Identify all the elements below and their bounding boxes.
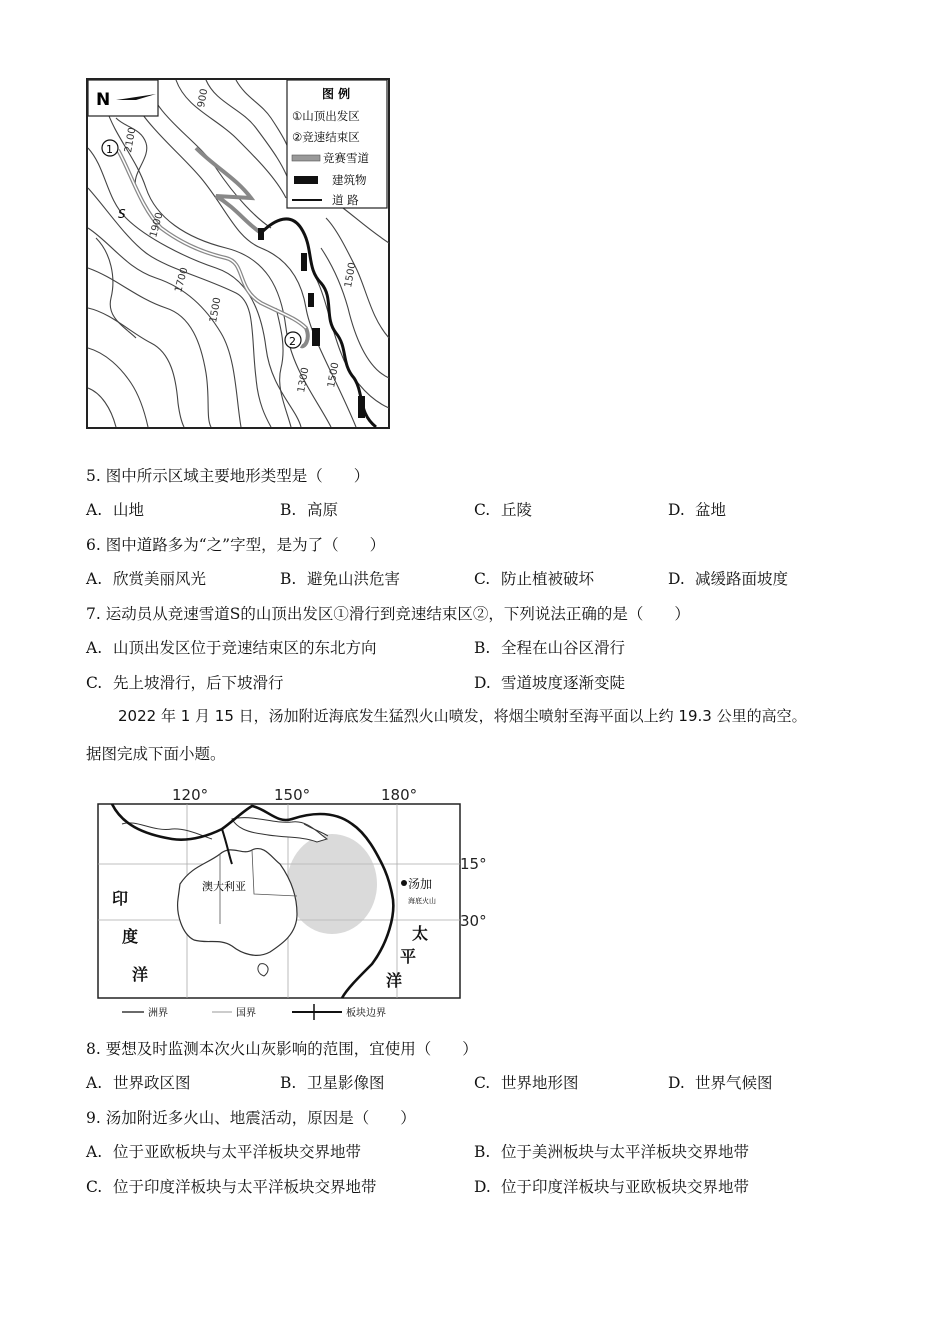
q6-option-a[interactable]: A. 欣赏美丽风光	[86, 570, 207, 588]
svg-text:15°: 15°	[460, 855, 487, 873]
map2-legend	[122, 1004, 386, 1020]
marker-s: S	[118, 207, 126, 221]
marker-start: 1	[106, 143, 113, 156]
q9-option-c[interactable]: C. 位于印度洋板块与太平洋板块交界地带	[86, 1178, 377, 1196]
svg-text:900: 900	[196, 87, 211, 109]
ash-cloud	[287, 834, 377, 934]
q7-option-c[interactable]: C. 先上坡滑行，后下坡滑行	[86, 674, 284, 692]
svg-text:国界: 国界	[236, 1008, 256, 1019]
question-6: 6. 图中道路多为“之”字型，是为了（ ）	[86, 536, 386, 554]
svg-text:1900: 1900	[148, 211, 166, 239]
australia-label: 澳大利亚	[202, 880, 246, 893]
contour-map	[86, 78, 390, 430]
question-9: 9. 汤加附近多火山、地震活动，原因是（ ）	[86, 1109, 416, 1127]
legend-start: ①山顶出发区	[292, 109, 360, 123]
q9-option-b[interactable]: B. 位于美洲板块与太平洋板块交界地带	[474, 1143, 750, 1161]
svg-text:度: 度	[122, 927, 139, 946]
svg-text:太: 太	[412, 924, 429, 943]
q8-option-a[interactable]: A. 世界政区图	[86, 1074, 191, 1092]
q8-option-c[interactable]: C. 世界地形图	[474, 1074, 579, 1092]
svg-text:150°: 150°	[274, 786, 311, 804]
q8-option-b[interactable]: B. 卫星影像图	[280, 1074, 385, 1092]
q5-option-d[interactable]: D. 盆地	[668, 501, 727, 519]
svg-text:洲界: 洲界	[148, 1008, 168, 1019]
latitude-labels	[460, 855, 487, 930]
q5-option-a[interactable]: A. 山地	[86, 501, 145, 519]
legend-building: 建筑物	[332, 173, 367, 187]
question-5: 5. 图中所示区域主要地形类型是（ ）	[86, 467, 370, 485]
q9-option-d[interactable]: D. 位于印度洋板块与亚欧板块交界地带	[474, 1178, 750, 1196]
q7-option-d[interactable]: D. 雪道坡度逐渐变陡	[474, 674, 626, 692]
marker-finish: 2	[289, 335, 296, 348]
svg-text:洋: 洋	[132, 965, 149, 984]
svg-text:1500: 1500	[343, 261, 359, 289]
intro-line-1: 2022 年 1 月 15 日，汤加附近海底发生猛烈火山喷发，将烟尘喷射至海平面以上约 19.3 公里的高空。	[118, 707, 807, 725]
svg-text:洋: 洋	[386, 971, 403, 990]
question-8: 8. 要想及时监测本次火山灰影响的范围，宜使用（ ）	[86, 1040, 478, 1058]
svg-text:180°: 180°	[381, 786, 418, 804]
north-label: N	[96, 90, 111, 110]
svg-text:120°: 120°	[172, 786, 209, 804]
question-7: 7. 运动员从竞速雪道S的山顶出发区①滑行到竞速结束区②，下列说法正确的是（ ）	[86, 605, 690, 623]
volcano-label: 海底火山	[408, 897, 436, 905]
svg-text:板块边界: 板块边界	[346, 1008, 386, 1019]
q9-option-a[interactable]: A. 位于亚欧板块与太平洋板块交界地带	[86, 1143, 362, 1161]
svg-text:平: 平	[400, 947, 417, 966]
q5-option-b[interactable]: B. 高原	[280, 501, 339, 519]
legend-finish: ②竞速结束区	[292, 130, 360, 144]
q5-option-c[interactable]: C. 丘陵	[474, 501, 533, 519]
intro-line-2: 据图完成下面小题。	[86, 745, 226, 763]
tonga-label: 汤加	[408, 877, 433, 891]
legend-title: 图 例	[322, 87, 351, 101]
svg-text:1500: 1500	[208, 296, 224, 324]
svg-text:1300: 1300	[296, 366, 312, 394]
legend-road: 道 路	[332, 193, 359, 207]
q7-option-b[interactable]: B. 全程在山谷区滑行	[474, 639, 626, 657]
q6-option-d[interactable]: D. 减缓路面坡度	[668, 570, 789, 588]
svg-text:印: 印	[112, 889, 129, 908]
svg-text:1700: 1700	[173, 266, 191, 294]
q6-option-c[interactable]: C. 防止植被破坏	[474, 570, 595, 588]
svg-text:2100: 2100	[123, 126, 139, 154]
longitude-labels	[172, 786, 417, 804]
q7-option-a[interactable]: A. 山顶出发区位于竞速结束区的东北方向	[86, 639, 377, 657]
tonga-marker-icon	[401, 880, 407, 886]
q6-option-b[interactable]: B. 避免山洪危害	[280, 570, 401, 588]
svg-text:30°: 30°	[460, 912, 487, 930]
tonga-map	[92, 784, 488, 1024]
svg-text:1500: 1500	[326, 361, 342, 389]
legend-ski-course: 竞赛雪道	[323, 151, 369, 165]
q8-option-d[interactable]: D. 世界气候图	[668, 1074, 773, 1092]
